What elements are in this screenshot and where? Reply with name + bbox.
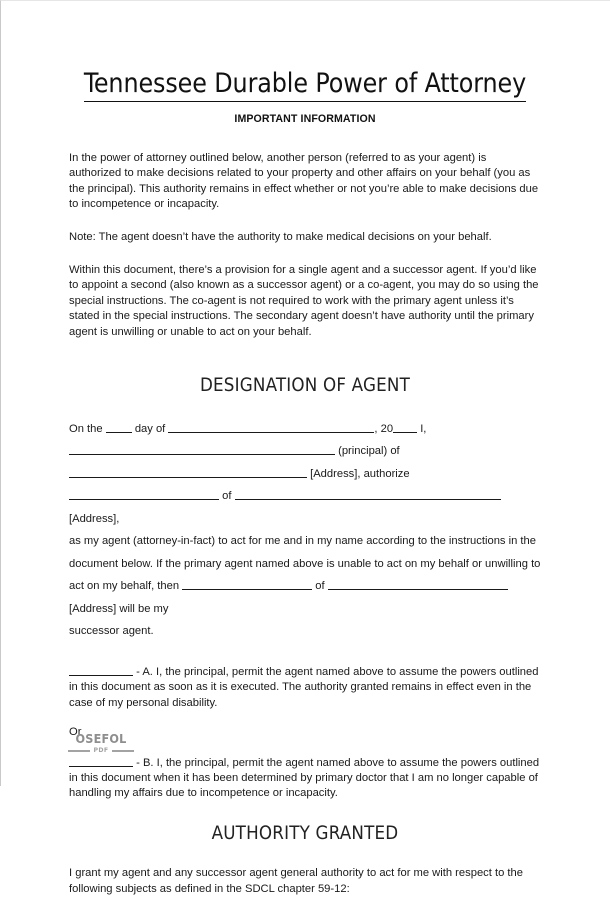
logo-pdf-text: PDF	[93, 747, 109, 754]
designation-line-6	[69, 575, 541, 620]
section-heading-authority-granted: AUTHORITY GRANTED	[211, 822, 399, 844]
day-blank[interactable]	[106, 421, 132, 433]
designation-line-1	[69, 418, 541, 463]
clause-b-text: - B. I, the principal, permit the agent named above to assume the powers outlined in this document when it has been determined by primary doctor that I am no longer capable of handling my affairs due to incompetence or incapacity.	[69, 756, 540, 800]
section-heading-designation-of-agent: DESIGNATION OF AGENT	[199, 374, 411, 396]
usefulpdf-logo	[68, 732, 134, 754]
designation-line-7: successor agent.	[69, 625, 154, 638]
logo-subline	[68, 747, 134, 754]
agent-address-blank[interactable]	[235, 488, 501, 500]
month-blank[interactable]	[168, 421, 374, 433]
page-title-text: Tennessee Durable Power of Attorney	[84, 69, 526, 102]
designation-line-6-label-c: [Address] will be my	[69, 602, 169, 615]
logo-rule-right	[112, 750, 134, 752]
designation-line-6-label-a: act on my behalf, then	[69, 580, 180, 593]
principal-address-blank[interactable]	[69, 466, 307, 478]
intro-paragraph-2: Note: The agent doesn’t have the authority to make medical decisions on your behalf.	[69, 231, 492, 244]
clause-b	[69, 755, 541, 802]
designation-line-3	[69, 485, 541, 530]
designation-line-1-label-c: , 20	[374, 422, 394, 435]
authority-paragraph: I grant my agent and any successor agent general authority to act for me with respect to the following subjects as defined in the SDCL chapter 59-12:	[69, 867, 523, 895]
clause-a	[69, 664, 541, 711]
designation-line-3-label-a: of	[222, 490, 232, 503]
intro-paragraph-1: In the power of attorney outlined below, another person (referred to as your agent) is authorized to make decisions related to your property and other affairs on your behalf (you as the principal). This authority remains in effect whether or not you’re able to make decisions due to incompetence or incapacity.	[69, 151, 539, 211]
designation-line-2-label: [Address], authorize	[310, 467, 410, 480]
agent-name-blank[interactable]	[69, 488, 219, 500]
clause-or-label: Or	[69, 726, 82, 739]
subtitle-important-information: IMPORTANT INFORMATION	[234, 112, 376, 125]
intro-paragraph-3: Within this document, there’s a provision for a single agent and a successor agent. If you’d like to appoint a second (also known as a successor agent) or a co-agent, you may do so using the special instructions. The co-agent is not required to work with the primary agent unless it’s stated in the special instructions. The secondary agent doesn’t have authority until the primary agent is unwilling or unable to act on your behalf.	[69, 263, 539, 339]
designation-line-4: as my agent (attorney-in-fact) to act for me and in my name according to the instructions in the	[69, 535, 536, 548]
clause-b-initials-blank[interactable]	[69, 755, 133, 767]
designation-line-5: document below. If the primary agent named above is unable to act on my behalf or unwilling to	[69, 557, 541, 570]
designation-line-1-label-d: I,	[420, 422, 427, 435]
successor-agent-name-blank[interactable]	[182, 578, 312, 590]
logo-wordmark: OSEFOL	[75, 731, 127, 746]
page-content	[69, 1, 541, 897]
clause-a-text: - A. I, the principal, permit the agent named above to assume the powers outlined in this document as soon as it is executed. The authority granted remains in effect even in the case of my personal disability.	[69, 665, 539, 709]
successor-agent-address-blank[interactable]	[328, 578, 508, 590]
designation-line-2	[69, 463, 541, 486]
designation-line-1-label-b: day of	[134, 422, 166, 435]
page-title	[69, 1, 541, 102]
year-blank[interactable]	[393, 421, 417, 433]
designation-line-1-label-a: On the	[69, 422, 103, 435]
designation-line-1-label-e: (principal) of	[338, 445, 400, 458]
clause-a-initials-blank[interactable]	[69, 664, 133, 676]
logo-rule-left	[68, 750, 90, 752]
designation-line-3-label-b: [Address],	[69, 512, 120, 525]
principal-name-blank[interactable]	[69, 443, 335, 455]
designation-line-6-label-b: of	[315, 580, 325, 593]
